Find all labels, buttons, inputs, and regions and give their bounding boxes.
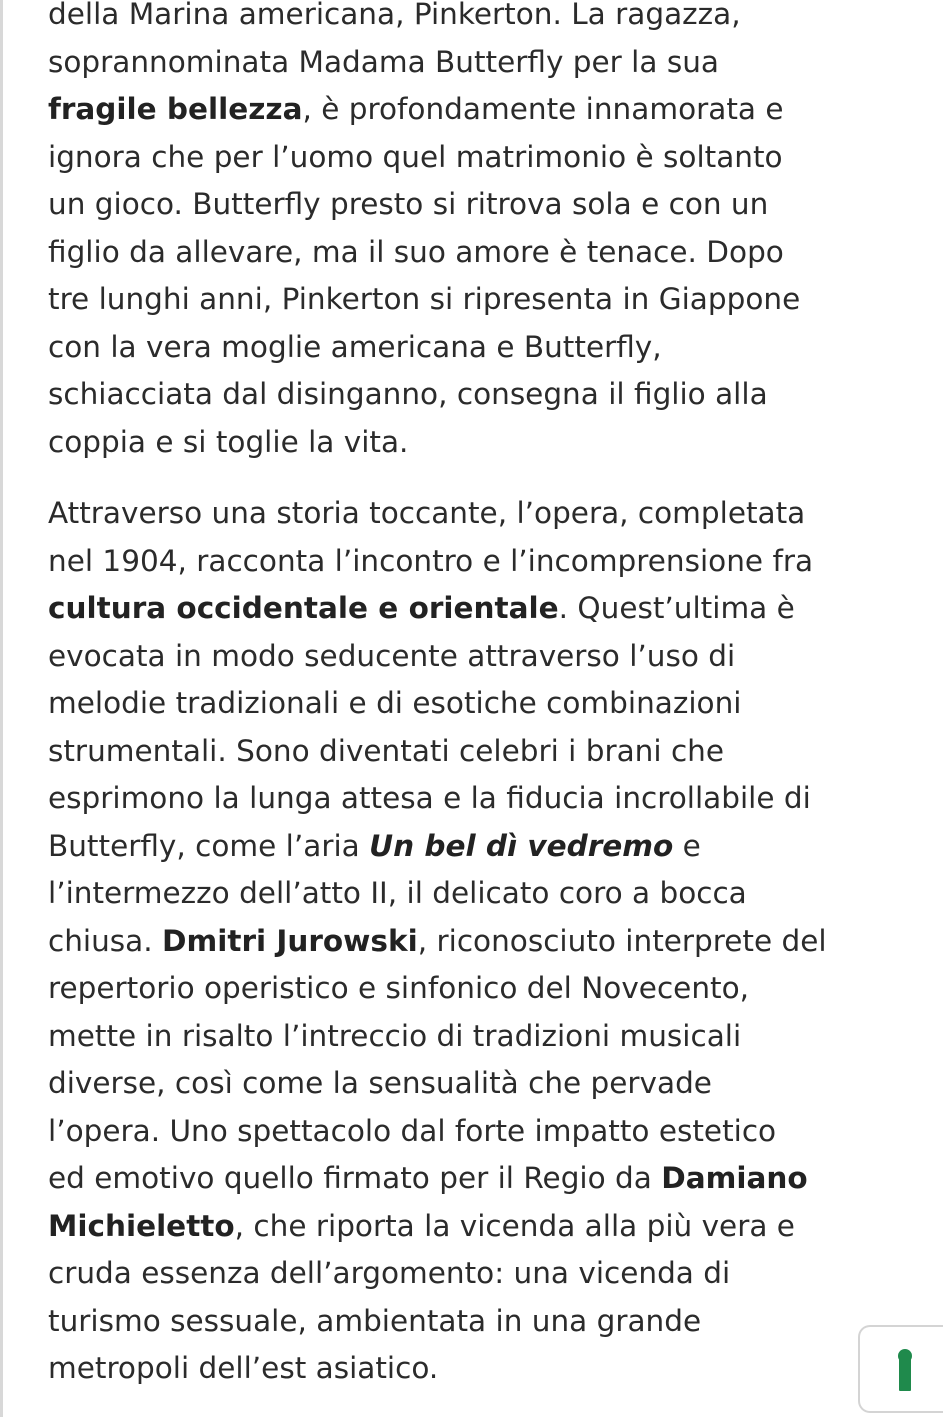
text-line	[48, 86, 908, 134]
text-line	[48, 775, 908, 823]
text-segment: , riconosciuto interprete del	[417, 923, 827, 958]
text-line	[48, 181, 908, 229]
text-line	[48, 728, 908, 776]
text-line	[48, 823, 908, 871]
text-line	[48, 490, 908, 538]
text-segment: repertorio operistico e sinfonico del Novecento,	[48, 971, 750, 1005]
text-line	[48, 1108, 908, 1156]
text-line	[48, 276, 908, 324]
text-line	[48, 1298, 908, 1346]
text-segment: ed emotivo quello firmato per il Regio da	[48, 1161, 662, 1195]
text-line	[48, 1060, 908, 1108]
text-segment: un gioco. Butterfly presto si ritrova sola e con un	[48, 187, 769, 221]
text-segment: l’intermezzo dell’atto II, il delicato coro a bocca	[48, 876, 747, 910]
text-segment: mette in risalto l’intreccio di tradizioni musicali	[48, 1018, 742, 1053]
emphasis-text: Michieletto	[48, 1208, 235, 1243]
text-line	[48, 39, 908, 87]
text-segment: coppia e si toglie la vita.	[48, 424, 409, 459]
emphasis-text: Un bel dì vedremo	[369, 828, 674, 863]
emphasis-text: fragile bellezza	[48, 92, 303, 126]
paragraph-1	[48, 0, 908, 466]
keyhole-icon	[893, 1348, 917, 1392]
text-line	[48, 585, 908, 633]
text-segment: evocata in modo seducente attraverso l’uso di	[48, 638, 736, 673]
text-segment: nel 1904, racconta l’incontro e l’incomprensione fra	[48, 543, 814, 578]
text-segment: ignora che per l’uomo quel matrimonio è soltanto	[48, 139, 783, 174]
text-segment: diverse, così come la sensualità che pervade	[48, 1066, 712, 1100]
text-line	[48, 371, 908, 419]
text-segment: strumentali. Sono diventati celebri i brani che	[48, 733, 725, 768]
text-segment: . Quest’ultima è	[558, 591, 795, 625]
text-segment: schiacciata dal disinganno, consegna il figlio alla	[48, 377, 768, 411]
emphasis-text: Damiano	[661, 1161, 808, 1195]
text-segment: con la vera moglie americana e Butterfly,	[48, 329, 662, 364]
text-line	[48, 324, 908, 372]
paragraph-2	[48, 490, 908, 1393]
text-segment: l’opera. Uno spettacolo dal forte impatto estetico	[48, 1113, 777, 1148]
text-line	[48, 965, 908, 1013]
text-line	[48, 1250, 908, 1298]
text-segment: chiusa.	[48, 923, 163, 958]
text-line	[48, 633, 908, 681]
text-segment: Attraverso una storia toccante, l’opera, completata	[48, 496, 806, 530]
text-segment: e	[673, 828, 701, 863]
text-line	[48, 229, 908, 277]
text-line	[48, 918, 908, 966]
text-line	[48, 1155, 908, 1203]
text-segment: metropoli dell’est asiatico.	[48, 1351, 439, 1385]
emphasis-text: Dmitri Jurowski	[162, 923, 418, 958]
page-left-border	[0, 0, 3, 1417]
article-body	[48, 0, 908, 1393]
text-segment: cruda essenza dell’argomento: una vicenda di	[48, 1256, 731, 1290]
text-segment: soprannominata Madama Butterfly per la sua	[48, 44, 719, 79]
text-segment: figlio da allevare, ma il suo amore è tenace. Dopo	[48, 234, 784, 269]
emphasis-text: cultura occidentale e orientale	[48, 591, 559, 625]
text-segment: turismo sessuale, ambientata in una grande	[48, 1303, 702, 1338]
text-line	[48, 419, 908, 467]
text-line	[48, 680, 908, 728]
keyhole-floating-button[interactable]	[858, 1325, 943, 1413]
text-segment: esprimono la lunga attesa e la fiducia incrollabile di	[48, 781, 811, 815]
text-line	[48, 870, 908, 918]
text-line	[48, 1203, 908, 1251]
text-line	[48, 1345, 908, 1393]
text-segment: , è profondamente innamorata e	[302, 92, 784, 126]
text-line	[48, 1013, 908, 1061]
text-segment: Butterfly, come l’aria	[48, 828, 370, 863]
text-line	[48, 134, 908, 182]
text-line	[48, 538, 908, 586]
text-segment: della Marina americana, Pinkerton. La ragazza,	[48, 0, 741, 31]
text-segment: tre lunghi anni, Pinkerton si ripresenta in Giappone	[48, 282, 801, 316]
text-segment: , che riporta la vicenda alla più vera e	[234, 1208, 795, 1243]
text-line	[48, 0, 908, 39]
text-segment: melodie tradizionali e di esotiche combinazioni	[48, 686, 742, 720]
